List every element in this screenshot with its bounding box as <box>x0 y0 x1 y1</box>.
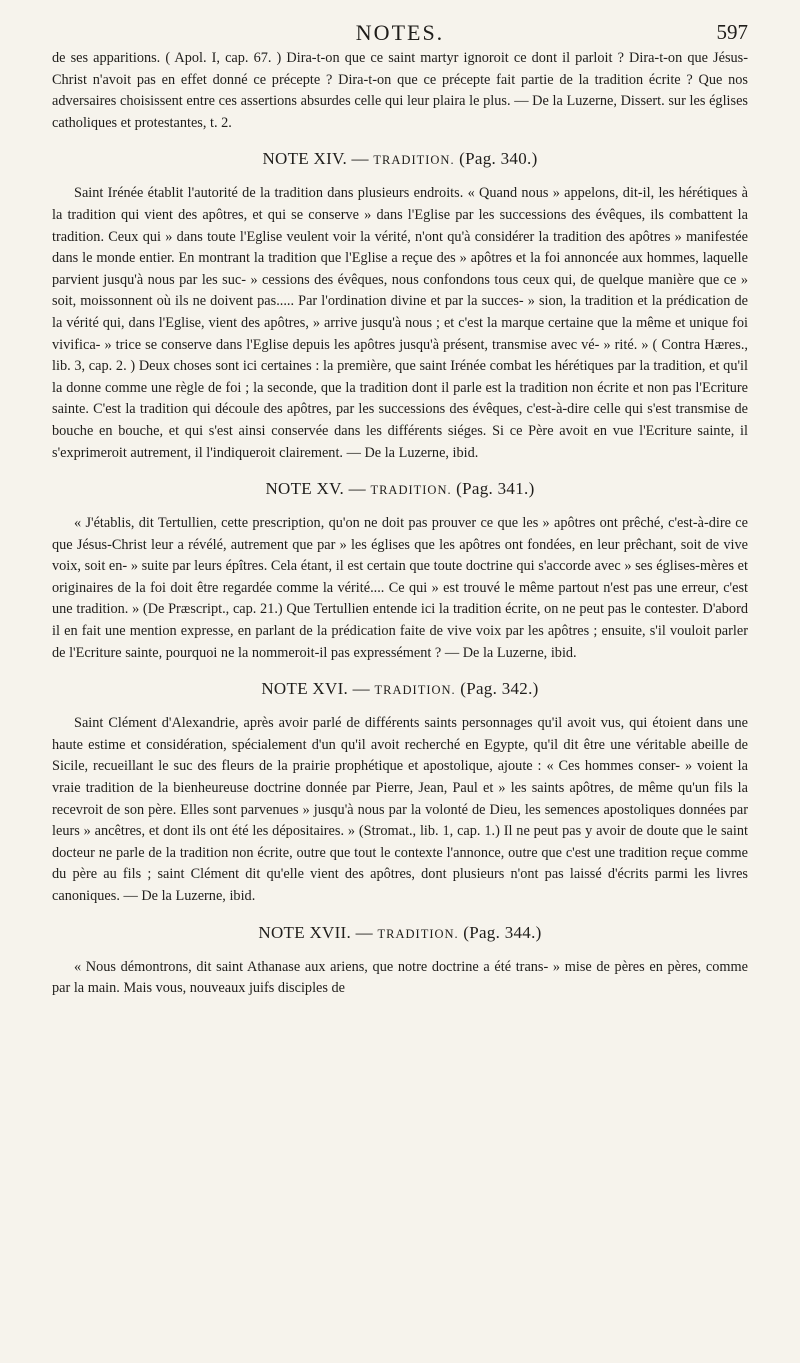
note-heading-xiv <box>52 149 748 169</box>
note-body-xv: « J'établis, dit Tertullien, cette prescription, qu'on ne doit pas prouver ce que les » apôtres ont prêché, c'est-à-dire ce que Jésus-Christ leur a révélé, autrement que par » les églises que les apôtres ont fondées, en leur prêchant, soit de vive voix, soit en- » suite par leurs épîtres. Cela étant, il est certain que toute doctrine qui s'accorde avec » ses églises-mères et originaires de la foi doit être regardée comme la vérité.... Ce qui » est trouvé le même partout n'est pas une erreur, c'est une tradition. » (De Præscript., cap. 21.) Que Tertullien entende ici la tradition écrite, on ne peut pas le contester. D'abord il en fait une mention expresse, en parlant de la prédication faite de vive voix par les apôtres ; ensuite, s'il vouloit parler de l'Ecriture sainte, pourquoi ne la nommeroit-il pas expressément ? — De la Luzerne, ibid. <box>52 515 748 661</box>
running-title: NOTES. <box>355 20 445 45</box>
note-topic: TRADITION. <box>370 483 452 498</box>
note-body-xiv: Saint Irénée établit l'autorité de la tradition dans plusieurs endroits. « Quand nous » appelons, dit-il, les hérétiques à la tradition qui vient des apôtres, et qui se conserve » dans l'Eglise par les successions des évêques, ils combattent la tradition. Ceux qui » dans toute l'Eglise veulent voir la vérité, n'ont qu'à considérer la tradition des apôtres » manifestée dans le monde entier. En montrant la tradition que l'Eglise a reçue des » apôtres et la foi annoncée aux hommes, laquelle parvient jusqu'à nous par les suc- » cessions des évêques, nous confondons tous ceux qui, de quelque manière que ce » soit, moissonnent où ils ne doivent pas..... Par l'ordination divine et par la succes- » sion, la tradition et la prédication de la vérité qui, dans l'Eglise, vient des apôtres, » arrive jusqu'à nous ; et c'est la marque certaine que la même et unique foi vivifica- » trice se conserve dans l'Eglise depuis les apôtres jusqu'à présent, transmise avec vé- » rité. » ( Contra Hæres., lib. 3, cap. 2. ) Deux choses sont ici certaines : la première, que saint Irénée combat les hérétiques par la tradition, et qu'il la donne comme une règle de foi ; la seconde, que la tradition dont il parle est la tradition non écrite et non pas l'Ecriture sainte. C'est la tradition qui découle des apôtres, par les successions des évêques, c'est-à-dire celle qui s'est transmise de bouche en bouche, et qui s'est ainsi conservée dans les différents siéges. Si ce Père avoit en vue l'Ecriture sainte, il s'exprimeroit autrement, il l'indiqueroit clairement. — De la Luzerne, ibid. <box>52 185 748 461</box>
note-label: NOTE XVI. — <box>261 679 370 699</box>
note-topic: TRADITION. <box>373 153 455 168</box>
note-topic: TRADITION. <box>374 683 456 698</box>
note-body-xvi: Saint Clément d'Alexandrie, après avoir parlé de différents saints personnages qu'il avoit vus, qui étoient dans une haute estime et considération, spécialement d'un qu'il avoit recherché en Egypte, qu'il dit être une véritable abeille de Sicile, recueillant le suc des fleurs de la prairie prophétique et apostolique, ajoute : « Ces hommes conser- » voient la vraie tradition de la bienheureuse doctrine donnée par Pierre, Jean, Paul et » les saints apôtres, de même qu'un fils la recevroit de son père. Elles sont parvenues » jusqu'à nous par la volonté de Dieu, les semences apostoliques données par leurs » ancêtres, et dont ils ont été les dépositaires. » (Stromat., lib. 1, cap. 1.) Il ne peut pas y avoir de doute que le saint docteur ne parle de la tradition non écrite, outre que tout le contexte l'annonce, outre que c'est une tradition reçue comme du père au fils ; saint Clément dit qu'elle vient des apôtres, dont plusieurs n'ont pas laissé d'écrits parmi les livres canoniques. — De la Luzerne, ibid. <box>52 715 748 904</box>
page-number: 597 <box>716 20 748 44</box>
intro-paragraph: de ses apparitions. ( Apol. I, cap. 67. ) Dira-t-on que ce saint martyr ignoroit ce dont il parloit ? Dira-t-on que Jésus-Christ n'avoit pas en effet donné ce précepte ? Dira-t-on que ce précepte fait partie de la tradition écrite ? Que nos adversaires choisissent entre ces assertions absurdes celle qui leur plaira le plus. — De la Luzerne, Dissert. sur les églises catholiques et protestantes, t. 2. <box>52 50 748 131</box>
note-heading-xv <box>52 479 748 499</box>
note-heading-xvi <box>52 679 748 699</box>
note-label: NOTE XIV. — <box>262 149 369 169</box>
running-head <box>52 18 748 48</box>
note-page-ref: (Pag. 341.) <box>456 479 535 499</box>
note-heading-xvii <box>52 923 748 943</box>
note-label: NOTE XVII. — <box>258 922 373 942</box>
note-topic: TRADITION. <box>377 926 459 941</box>
note-label: NOTE XV. — <box>265 479 366 499</box>
note-page-ref: (Pag. 342.) <box>460 679 539 699</box>
note-body-xvii: « Nous démontrons, dit saint Athanase aux ariens, que notre doctrine a été trans- » mise de pères en pères, comme par la main. Mais vous, nouveaux juifs disciples de <box>52 958 748 997</box>
note-page-ref: (Pag. 344.) <box>463 922 542 942</box>
note-page-ref: (Pag. 340.) <box>459 149 538 169</box>
